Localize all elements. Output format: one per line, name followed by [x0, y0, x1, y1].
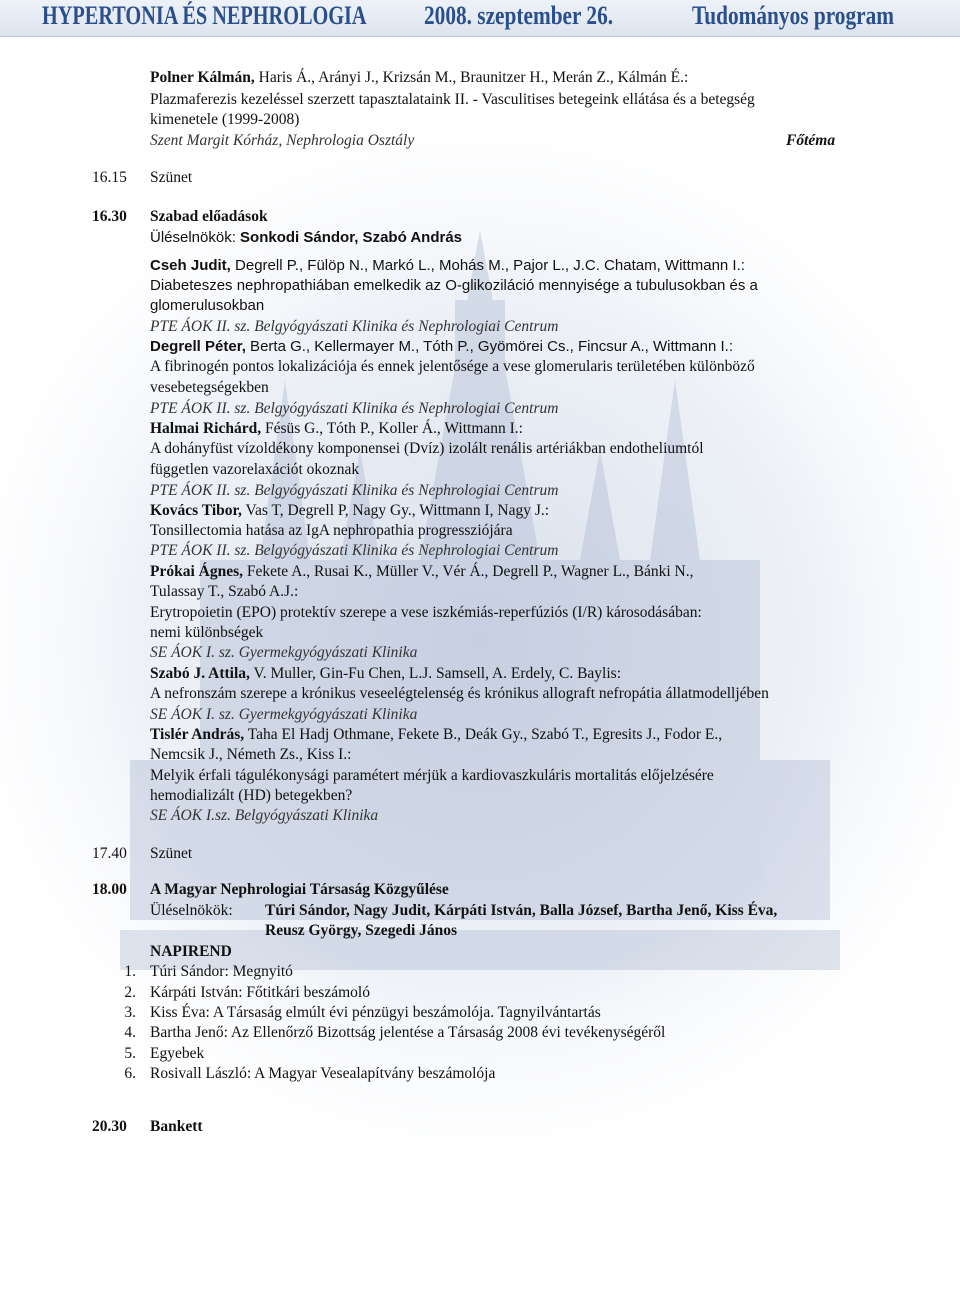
agenda-number: 1. — [124, 963, 136, 980]
top-author-bold: Polner Kálmán, — [150, 69, 255, 86]
session-time: 16.30 — [92, 208, 127, 225]
top-title-text1: Plazmaferezis kezeléssel szerzett tapasztalataink II. - Vasculitises betegeink ellátása és a betegség — [150, 91, 755, 108]
agenda-text: Egyebek — [150, 1045, 205, 1062]
talk-7-title-text2: hemodializált (HD) betegekben? — [150, 787, 353, 804]
banquet-label: Bankett — [150, 1118, 203, 1135]
talk-2-coauthors: Berta G., Kellermayer M., Tóth P., Gyömörei Cs., Fincsur A., Wittmann I.: — [245, 338, 733, 355]
talk-3-coauthors: Fésüs G., Tóth P., Koller Á., Wittmann I.: — [261, 420, 523, 437]
meeting-chairs-line1: Túri Sándor, Nagy Judit, Kárpáti István, Balla József, Bartha Jenő, Kiss Éva, — [265, 902, 778, 919]
talk-6-aff-text: SE ÁOK I. sz. Gyermekgyógyászati Klinika — [150, 706, 418, 723]
banquet-time: 20.30 — [92, 1118, 127, 1135]
talk-6-coauthors: V. Muller, Gin-Fu Chen, L.J. Samsell, A. Erdely, C. Baylis: — [249, 665, 621, 682]
talk-4-aff-text: PTE ÁOK II. sz. Belgyógyászati Klinika és Nephrologiai Centrum — [150, 542, 559, 559]
talk-7-aff-text: SE ÁOK I.sz. Belgyógyászati Klinika — [150, 807, 379, 824]
talk-2-aff-text: PTE ÁOK II. sz. Belgyógyászati Klinika és Nephrologiai Centrum — [150, 400, 559, 417]
talk-4-coauthors: Vas T, Degrell P, Nagy Gy., Wittmann I, Nagy J.: — [241, 502, 550, 519]
talk-6-title-text1: A nefronszám szerepe a krónikus veseelégtelenség és krónikus allograft nefropátia állatmodelljében — [150, 685, 769, 702]
agenda-text: Bartha Jenő: Az Ellenőrző Bizottság jelentése a Társaság 2008 évi tevékenységéről — [150, 1024, 666, 1041]
talk-5-first-author: Prókai Ágnes, — [150, 563, 243, 580]
break-label-1: Szünet — [150, 169, 193, 186]
talk-5-title-text2: nemi különbségek — [150, 624, 264, 641]
meeting-time: 18.00 — [92, 881, 127, 898]
talk-1-title-text1: Diabeteszes nephropathiában emelkedik az O-glikoziláció mennyisége a tubulusokban és a — [150, 277, 758, 294]
break-label-2: Szünet — [150, 845, 193, 862]
talk-3-first-author: Halmai Richárd, — [150, 420, 262, 437]
meeting-chairs-label: Üléselnökök: — [150, 902, 233, 919]
talk-3-title-text2: független vazorelaxációt okoznak — [150, 461, 360, 478]
header-date: 2008. szeptember 26. — [424, 1, 614, 30]
talk-4-title-text1: Tonsillectomia hatása az IgA nephropathia progressziójára — [150, 522, 513, 539]
talk-1-coauthors: Degrell P., Fülöp N., Markó L., Mohás M., Pajor L., J.C. Chatam, Wittmann I.: — [230, 257, 745, 274]
session-chairs-label: Üléselnökök: — [150, 229, 241, 246]
agenda-text: Kárpáti István: Főtitkári beszámoló — [150, 984, 370, 1001]
main-topic-tag: Főtéma — [786, 132, 836, 149]
talk-7-coauthors: Taha El Hadj Othmane, Fekete B., Deák Gy., Szabó T., Egresits J., Fodor E., — [244, 726, 723, 743]
agenda-number: 3. — [124, 1004, 136, 1021]
agenda-title: NAPIREND — [150, 943, 232, 960]
talk-5-coauthors-2: Tulassay T., Szabó A.J.: — [150, 583, 299, 600]
session-title: Szabad előadások — [150, 208, 268, 225]
header-program: Tudományos program — [692, 1, 895, 30]
meeting-chairs-line2: Reusz György, Szegedi János — [265, 922, 458, 939]
meeting-title: A Magyar Nephrologiai Társaság Közgyűlése — [150, 881, 449, 898]
agenda-number: 5. — [124, 1045, 136, 1062]
talk-1-aff-text: PTE ÁOK II. sz. Belgyógyászati Klinika és Nephrologiai Centrum — [150, 318, 559, 335]
journal-title: HYPERTONIA ÉS NEPHROLOGIA — [42, 1, 367, 30]
talk-7-title-text1: Melyik érfali tágulékonysági paramétert mérjük a kardiovaszkuláris mortalitás előjelzésére — [150, 767, 714, 784]
talk-7-coauthors-2: Nemcsik J., Németh Zs., Kiss I.: — [150, 746, 352, 763]
top-affiliation: Szent Margit Kórház, Nephrologia Osztály — [150, 132, 415, 149]
top-title-text2: kimenetele (1999-2008) — [150, 111, 300, 128]
agenda-number: 6. — [124, 1065, 136, 1082]
agenda-text: Kiss Éva: A Társaság elmúlt évi pénzügyi beszámolója. Tagnyilvántartás — [150, 1004, 601, 1021]
talk-5-coauthors: Fekete A., Rusai K., Müller V., Vér Á., Degrell P., Wagner L., Bánki N., — [243, 563, 694, 580]
break-time-1: 16.15 — [92, 169, 127, 186]
session-chairs: Sonkodi Sándor, Szabó András — [240, 229, 463, 246]
talk-6-first-author: Szabó J. Attila, — [150, 665, 250, 682]
talk-3-aff-text: PTE ÁOK II. sz. Belgyógyászati Klinika és Nephrologiai Centrum — [150, 482, 559, 499]
talk-2-title-text1: A fibrinogén pontos lokalizációja és ennek jelentősége a vese glomerularis területében különböző — [150, 358, 755, 375]
break-time-2: 17.40 — [92, 845, 127, 862]
talk-7-first-author: Tislér András, — [150, 726, 245, 743]
talk-5-title-text1: Erytropoietin (EPO) protektív szerepe a vese iszkémiás-reperfúziós (I/R) károsodásában: — [150, 604, 702, 621]
agenda-text: Túri Sándor: Megnyitó — [150, 963, 293, 980]
agenda-number: 4. — [124, 1024, 136, 1041]
talk-2-title-text2: vesebetegségekben — [150, 379, 269, 396]
talk-5-aff-text: SE ÁOK I. sz. Gyermekgyógyászati Klinika — [150, 644, 418, 661]
agenda-number: 2. — [124, 984, 136, 1001]
talk-3-title-text1: A dohányfüst vízoldékony komponensei (Dvíz) izolált renális artériákban endotheliumtól — [150, 440, 704, 457]
talk-2-first-author: Degrell Péter, — [150, 338, 246, 355]
talk-4-first-author: Kovács Tibor, — [150, 502, 242, 519]
agenda-text: Rosivall László: A Magyar Vesealapítvány beszámolója — [150, 1065, 496, 1082]
talk-1-title-text2: glomerulusokban — [150, 297, 265, 314]
top-author-rest: Haris Á., Arányi J., Krizsán M., Braunitzer H., Merán Z., Kálmán É.: — [254, 69, 689, 86]
talk-1-first-author: Cseh Judit, — [150, 257, 231, 274]
